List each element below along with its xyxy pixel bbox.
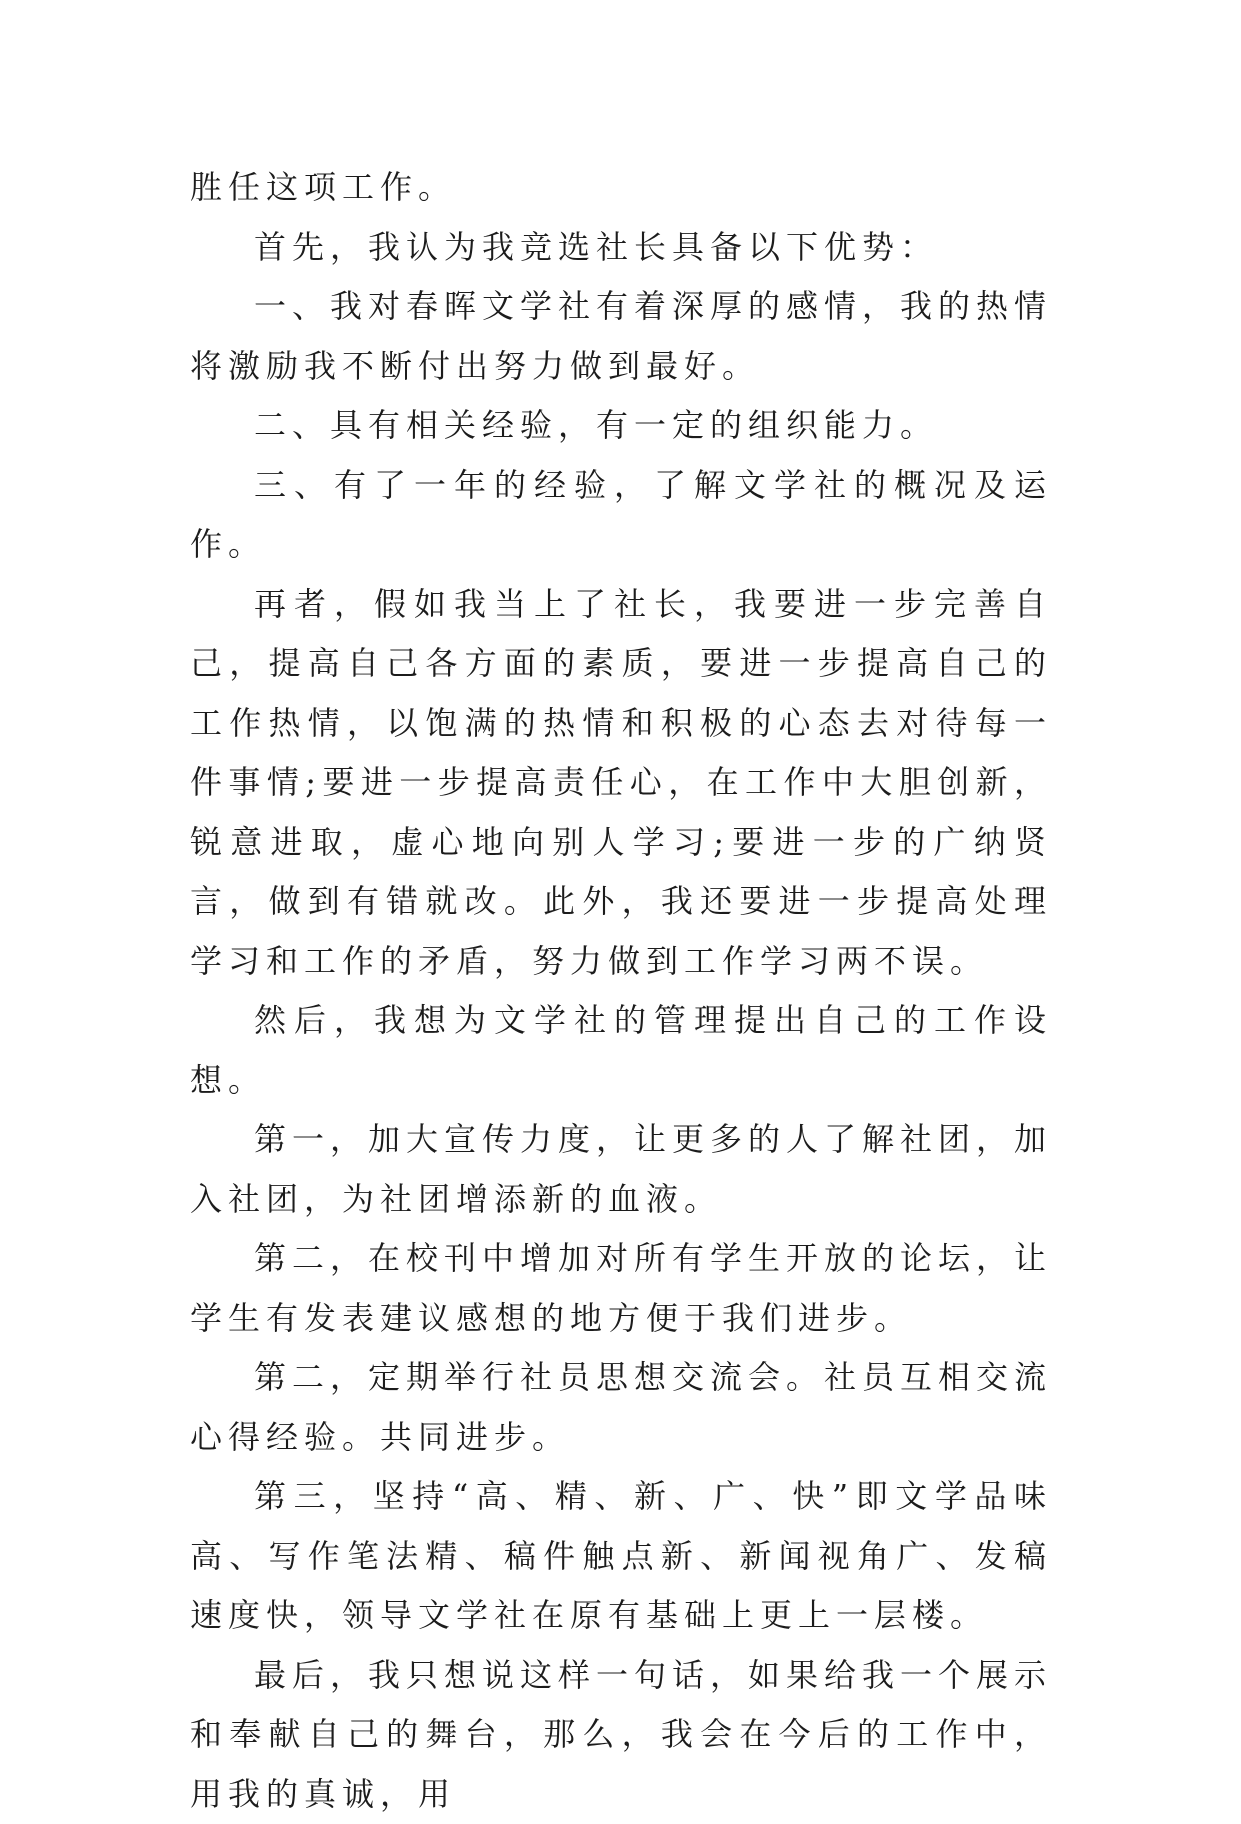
paragraph-9: 第二，在校刊中增加对所有学生开放的论坛，让学生有发表建议感想的地方便于我们进步。 <box>190 1229 1052 1348</box>
paragraph-3: 一、我对春晖文学社有着深厚的感情，我的热情将激励我不断付出努力做到最好。 <box>190 277 1052 396</box>
paragraph-11: 第三，坚持“高、精、新、广、快”即文学品味高、写作笔法精、稿件触点新、新闻视角广、发稿速度快，领导文学社在原有基础上更上一层楼。 <box>190 1467 1052 1646</box>
paragraph-12: 最后，我只想说这样一句话，如果给我一个展示和奉献自己的舞台，那么，我会在今后的工作中，用我的真诚，用 <box>190 1646 1052 1824</box>
paragraph-8: 第一，加大宣传力度，让更多的人了解社团，加入社团，为社团增添新的血液。 <box>190 1110 1052 1229</box>
paragraph-1: 胜任这项工作。 <box>190 158 1052 218</box>
document-body <box>190 158 1052 1824</box>
paragraph-2: 首先，我认为我竞选社长具备以下优势： <box>190 218 1052 278</box>
paragraph-5: 三、有了一年的经验，了解文学社的概况及运作。 <box>190 456 1052 575</box>
paragraph-4: 二、具有相关经验，有一定的组织能力。 <box>190 396 1052 456</box>
paragraph-10: 第二，定期举行社员思想交流会。社员互相交流心得经验。共同进步。 <box>190 1348 1052 1467</box>
paragraph-7: 然后，我想为文学社的管理提出自己的工作设想。 <box>190 991 1052 1110</box>
paragraph-6: 再者，假如我当上了社长，我要进一步完善自己，提高自己各方面的素质，要进一步提高自己的工作热情，以饱满的热情和积极的心态去对待每一件事情;要进一步提高责任心，在工作中大胆创新，锐意进取，虚心地向别人学习;要进一步的广纳贤言，做到有错就改。此外，我还要进一步提高处理学习和工作的矛盾，努力做到工作学习两不误。 <box>190 575 1052 992</box>
